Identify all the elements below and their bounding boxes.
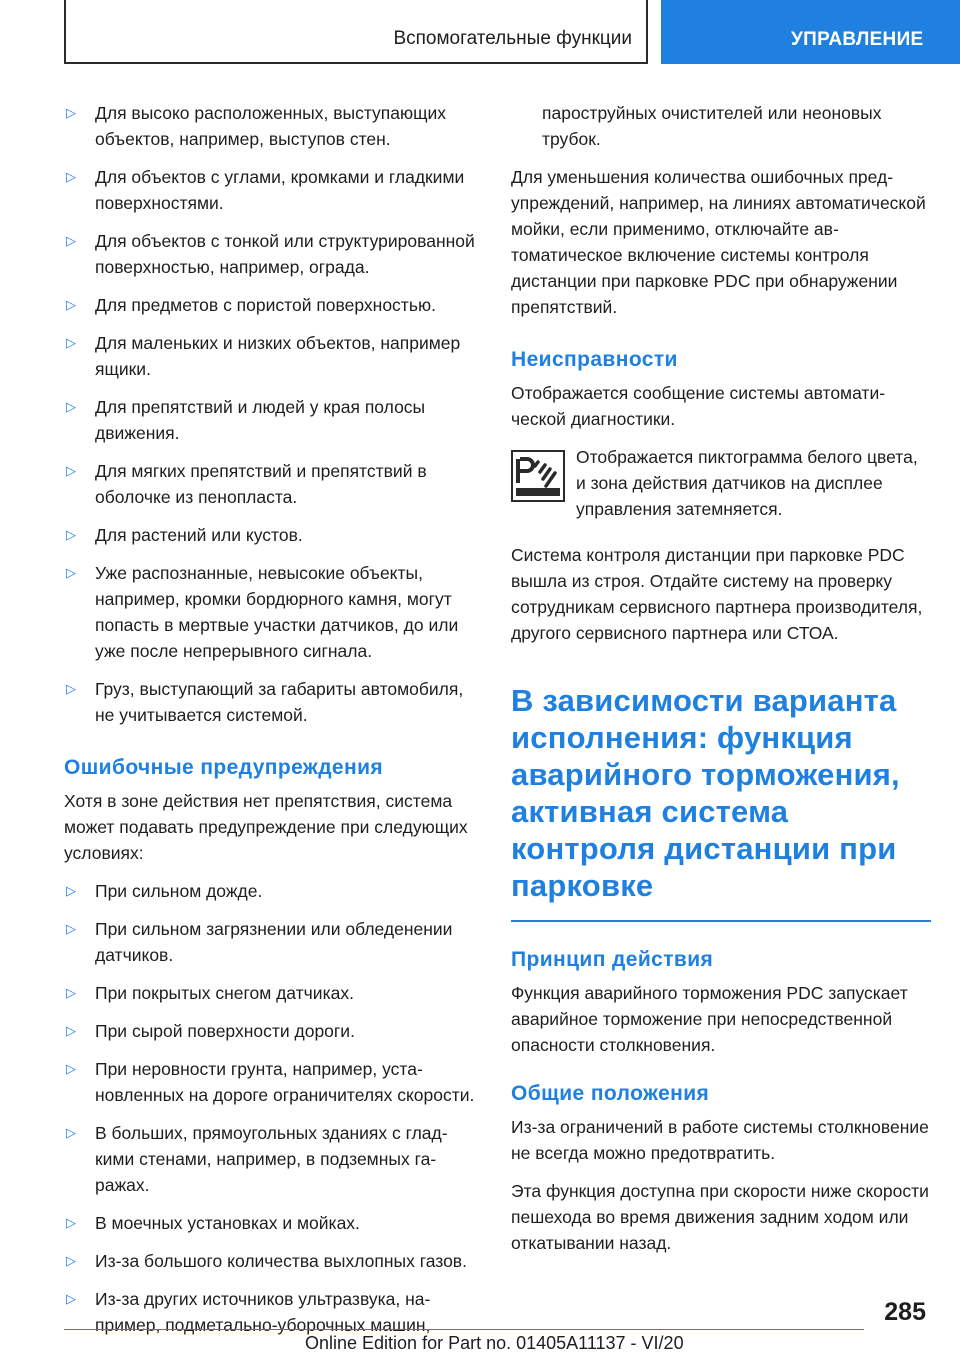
triangle-right-icon: ▷ <box>66 1215 76 1230</box>
edition-text: Online Edition for Part no. 01405A11137 - VI/20 <box>305 1333 684 1353</box>
triangle-right-icon: ▷ <box>66 463 76 478</box>
triangle-right-icon: ▷ <box>66 681 76 696</box>
chapter-tab[interactable] <box>661 0 960 64</box>
page-header <box>0 0 960 66</box>
triangle-right-icon: ▷ <box>66 1291 76 1306</box>
triangle-right-icon: ▷ <box>66 883 76 898</box>
false-warnings-advice: Для уменьшения количества ошибочных предупреждений, например, на линиях автоматической мойки, если применимо, отключайте автоматическое включение системы контроля дистанции при парковке PDC при обнаружении препятствий. <box>511 167 926 317</box>
heading-divider <box>511 920 931 922</box>
list-item: ▷ Из-за большого количества выхлопных газов. <box>64 1248 480 1274</box>
list-item: ▷ Из-за других источников ультразвука, например, подметально-уборочных машин, <box>64 1286 480 1338</box>
list-item: ▷ При сильном загрязнении или обледенении датчиков. <box>64 916 480 968</box>
list-item: ▷ В больших, прямоугольных зданиях с гладкими стенами, например, в подземных гаражах. <box>64 1120 480 1198</box>
list-item: ▷ Для мягких препятствий и препятствий в оболочке из пенопласта. <box>64 458 480 510</box>
list-item: ▷ В моечных установках и мойках. <box>64 1210 480 1236</box>
triangle-right-icon: ▷ <box>66 1023 76 1038</box>
list-item-continuation: пароструйных очистителей или неоновых трубок. <box>542 103 882 149</box>
list-item: ▷ Для препятствий и людей у края полосы движения. <box>64 394 480 446</box>
triangle-right-icon: ▷ <box>66 297 76 312</box>
list-item: ▷ Для высоко расположенных, выступающих объектов, например, выступов стен. <box>64 100 480 152</box>
triangle-right-icon: ▷ <box>66 105 76 120</box>
limits-list <box>64 100 480 728</box>
triangle-right-icon: ▷ <box>66 169 76 184</box>
faults-paragraph: Система контроля дистанции при парковке PDC вышла из строя. Отдайте систему на проверку сотрудникам сервисного партнера производителя, другого сервисного партнера или СТОА. <box>511 545 923 643</box>
pdc-fault-icon <box>511 450 565 502</box>
list-item: ▷ Для маленьких и низких объектов, например ящики. <box>64 330 480 382</box>
principle-text: Функция аварийного торможения PDC запускает аварийное торможение при непосредственной опасности столкновения. <box>511 983 908 1055</box>
triangle-right-icon: ▷ <box>66 399 76 414</box>
triangle-right-icon: ▷ <box>66 921 76 936</box>
right-column <box>511 100 931 1268</box>
heading-faults: Неисправности <box>511 348 678 371</box>
list-item: ▷ Для растений или кустов. <box>64 522 480 548</box>
heading-general: Общие положения <box>511 1082 710 1105</box>
general-text-2: Эта функция доступна при скорости ниже скорости пешехода во время движения задним ходом или откатывании назад. <box>511 1181 929 1253</box>
list-item: ▷ При сырой поверхности дороги. <box>64 1018 480 1044</box>
chapter-heading: В зависимости варианта исполнения: функция аварийного торможения, активная система контроля дистанции при парковке <box>511 683 900 903</box>
heading-principle: Принцип действия <box>511 948 714 971</box>
faults-text: Отображается сообщение системы автоматической диагностики. <box>511 383 886 429</box>
list-item: ▷ Груз, выступающий за габариты автомобиля, не учитывается системой. <box>64 676 480 728</box>
triangle-right-icon: ▷ <box>66 985 76 1000</box>
triangle-right-icon: ▷ <box>66 233 76 248</box>
footer-divider <box>64 1329 864 1330</box>
heading-false-warnings: Ошибочные предупреждения <box>64 756 384 779</box>
list-item: ▷ Уже распознанные, невысокие объекты, например, кромки бордюрного камня, могут попасть в мертвые участки датчиков, до или уже после непрерывного сигнала. <box>64 560 480 664</box>
general-text-1: Из-за ограничений в работе системы столкновение не всегда можно предотвратить. <box>511 1117 929 1163</box>
list-item: ▷ При покрытых снегом датчиках. <box>64 980 480 1006</box>
left-column <box>64 100 480 1350</box>
triangle-right-icon: ▷ <box>66 335 76 350</box>
conditions-list <box>64 878 480 1338</box>
false-warnings-intro: Хотя в зоне действия нет препятствия, система может подавать предупреждение при следующих условиях: <box>64 791 468 863</box>
list-item: ▷ Для объектов с углами, кромками и гладкими поверхностями. <box>64 164 480 216</box>
section-title: Вспомогательные функции <box>393 28 632 49</box>
pdc-icon-text: Отображается пиктограмма белого цвета, и зона действия датчиков на дисплее управления затемняется. <box>576 447 918 519</box>
section-title-box <box>64 0 648 64</box>
list-item: ▷ Для объектов с тонкой или структурированной поверхностью, например, ограда. <box>64 228 480 280</box>
triangle-right-icon: ▷ <box>66 565 76 580</box>
chapter-tab-label: УПРАВЛЕНИЕ <box>791 29 924 50</box>
list-item: ▷ При сильном дожде. <box>64 878 480 904</box>
triangle-right-icon: ▷ <box>66 1125 76 1140</box>
triangle-right-icon: ▷ <box>66 1061 76 1076</box>
triangle-right-icon: ▷ <box>66 1253 76 1268</box>
list-item: ▷ При неровности грунта, например, установленных на дороге ограничителях скорости. <box>64 1056 480 1108</box>
list-item: ▷ Для предметов с пористой поверхностью. <box>64 292 480 318</box>
page-number: 285 <box>884 1298 926 1326</box>
triangle-right-icon: ▷ <box>66 527 76 542</box>
pdc-icon-note <box>511 444 931 524</box>
